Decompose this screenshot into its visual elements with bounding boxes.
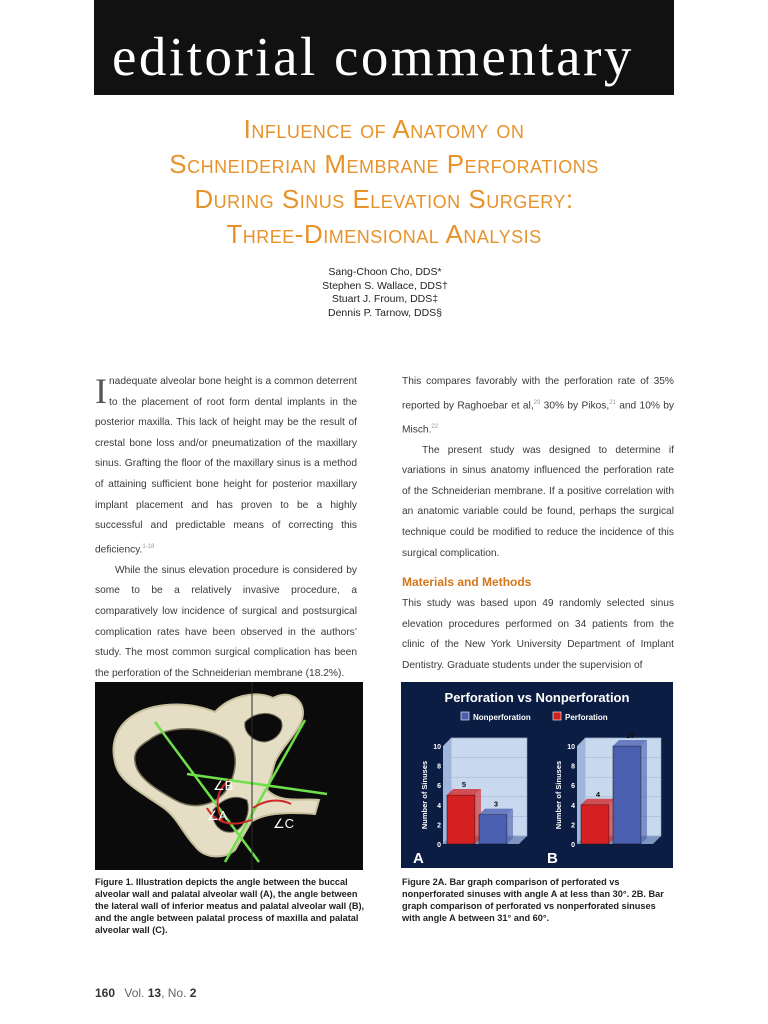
y-tick-label: 10 [567,744,575,751]
legend-label-nonperforation: Nonperforation [473,713,531,722]
issue-label: , No. [161,986,187,1000]
paragraph-text: and 10% by Misch. [402,399,674,435]
drop-cap: I [95,371,107,411]
bar-nonperforation [613,746,641,844]
bar-side-nonperforation [641,740,647,844]
y-tick-label: 4 [437,802,441,810]
paragraph: While the sinus elevation procedure is considered by some to be a relatively invasive procedure, a comparatively low incidence of surgical and postsurgical complication rates have been observed in the authors’ study. The most common surgical complication has been the perforation of the Schneiderian membrane (18.2%). [95,564,357,679]
section-header: editorial commentary [112,26,634,87]
figure-2-chart [401,682,673,868]
section-heading: Materials and Methods [402,575,532,590]
y-axis-label: Number of Sinuses [554,760,563,830]
figure-1-caption: Figure 1. Illustration depicts the angle between the buccal alveolar wall and palatal alveolar wall (A), the angle between the lateral wall of inferior meatus and palatal alveolar wall (B), and the angle between palatal process of maxilla and palatal alveolar wall (C). [95,877,365,935]
y-tick-label: 8 [571,763,575,771]
paragraph-text: nadequate alveolar bone height is a common deterrent to the placement of root form dental implants in the posterior maxilla. This lack of height may be the result of crestal bone loss and/or pneumatization of the maxillary sinus. Grafting the floor of the maxillary sinus is a method of attaining sufficient bone height for posterior maxillary implant placement and has proven to be a highly successful and predictable means of correcting this deficiency. [95,376,357,556]
data-label: 5 [461,780,467,789]
reference: 21 [609,399,616,406]
title-line: Three-Dimensional Analysis [226,219,542,249]
article-title [94,112,674,252]
bar-nonperforation [479,815,507,844]
reference: 1-18 [142,543,155,550]
y-tick-label: 0 [437,842,441,849]
y-tick-label: 2 [571,822,575,830]
volume-label: Vol. [124,986,145,1000]
y-tick-label: 2 [437,822,441,830]
panel-label: B [547,850,558,867]
author-list [240,266,530,320]
page-footer [95,986,196,1000]
bar-perforation [447,795,475,844]
y-axis-label: Number of Sinuses [420,760,429,830]
right-column [402,372,674,677]
y-tick-label: 10 [433,744,441,751]
reference: 22 [431,423,439,430]
bar-perforation [581,805,609,844]
paragraph [402,372,674,441]
y-tick-label: 4 [571,802,575,810]
figure-2-caption: Figure 2A. Bar graph comparison of perforated vs nonperforated sinuses with angle A at less than 30°. 2B. Bar graph comparison of perforated vs nonperforated sinuses with angle A between 31° and 60°. [402,877,664,923]
data-label: 10 [625,731,635,740]
page-number: 160 [95,986,116,1000]
author: Stuart J. Froum, DDS‡ [331,293,439,305]
angle-b-label: ∠B [213,778,234,793]
reference: 29 [533,399,541,406]
paragraph-text: This compares favorably with the perforation rate of 35% reported by Raghoebar et al, [402,376,674,411]
sinus-anatomy-drawing [95,682,363,870]
bar-side-nonperforation [507,809,513,844]
title-line: Schneiderian Membrane Perforations [169,149,599,179]
bar-top-nonperforation [479,809,513,815]
paragraph [95,372,357,561]
angle-c-label: ∠C [273,816,295,831]
chart-title: Perforation vs Nonperforation [444,690,630,705]
y-tick-label: 8 [437,763,441,771]
legend-label-perforation: Perforation [565,713,608,722]
y-tick-label: 6 [437,783,441,791]
title-line: During Sinus Elevation Surgery: [194,184,574,214]
y-tick-label: 0 [571,842,575,849]
title-line: Influence of Anatomy on [243,114,525,144]
author: Sang-Choon Cho, DDS* [328,266,442,278]
panel-label: A [413,850,424,867]
bar-chart [401,682,673,868]
paragraph-text: 30% by Pikos, [540,399,610,411]
data-label: 3 [493,799,499,809]
left-column [95,372,357,684]
volume-number: 13 [147,986,162,1000]
bar-top-perforation [447,789,481,795]
paragraph: The present study was designed to determine if variations in sinus anatomy influenced the perforation rate of the Schneiderian membrane. If a positive correlation with an anatomic variable could be found, perhaps the surgical technique could be modified to reduce the incidence of this surgical complication. [402,444,674,559]
paragraph: This study was based upon 49 randomly selected sinus elevation procedures performed on 34 patients from the clinic of the New York University Department of Implant Dentistry. Graduate students under the supervision of [402,598,674,671]
y-tick-label: 6 [571,783,575,791]
angle-a-label: ∠A [207,808,228,823]
figure-1-illustration [95,682,363,870]
issue-number: 2 [189,986,197,1000]
data-label: 4 [595,789,601,799]
legend-swatch-perforation [553,712,561,720]
author: Stephen S. Wallace, DDS† [322,279,448,292]
legend-swatch-nonperforation [461,712,469,720]
author: Dennis P. Tarnow, DDS§ [327,306,442,319]
